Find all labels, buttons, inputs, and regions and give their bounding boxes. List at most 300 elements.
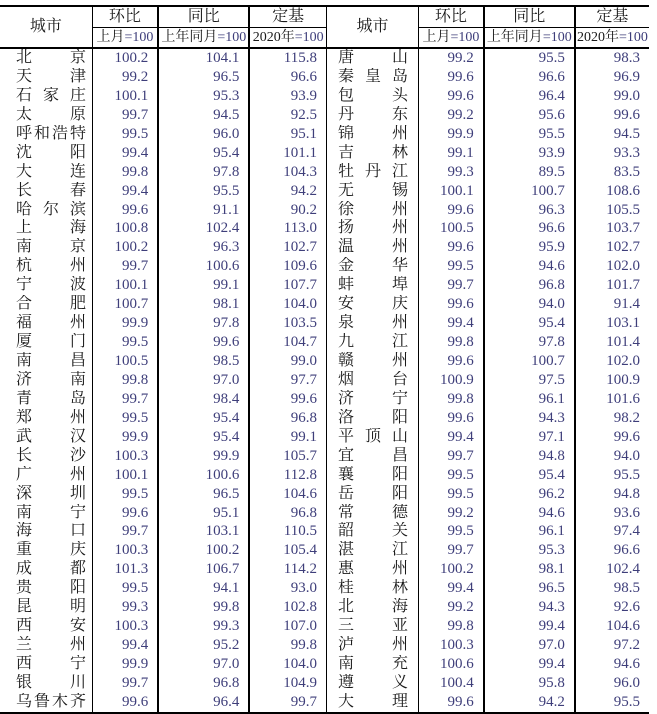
mom-value-cell: 99.7 — [92, 106, 158, 125]
mom-base-eq: =100 — [450, 30, 480, 45]
fixed-value-cell: 102.0 — [606, 353, 640, 369]
fixed-value-cell: 103.7 — [606, 220, 640, 237]
yoy-value-cell: 96.0 — [158, 125, 249, 144]
yoy-column-header: 同比 — [158, 6, 249, 28]
yoy-value-cell: 94.0 — [484, 295, 575, 314]
mom-value-cell: 100.1 — [92, 466, 158, 485]
fixed-value-cell: 93.9 — [249, 87, 326, 106]
city-name: 蚌埠 — [337, 276, 408, 294]
mom-value-cell: 99.2 — [92, 68, 158, 87]
fixed-base-header — [249, 28, 326, 49]
fixed-value-cell: 96.0 — [613, 674, 640, 691]
mom-value-cell: 100.3 — [92, 541, 158, 560]
city-cell — [0, 201, 92, 220]
city-name: 银川 — [16, 673, 86, 691]
fixed-value-cell: 102.7 — [249, 238, 326, 257]
fixed-value-cell: 99.0 — [613, 87, 640, 104]
city-cell — [326, 485, 418, 504]
city-cell — [326, 257, 418, 276]
mom-value-cell: 99.7 — [92, 390, 158, 409]
mom-value-cell: 99.3 — [92, 598, 158, 617]
mom-value-cell: 99.6 — [419, 68, 484, 87]
mom-base-header — [419, 28, 484, 49]
table-row — [0, 409, 649, 428]
yoy-value-cell: 100.6 — [158, 466, 249, 485]
city-cell — [326, 541, 418, 560]
table-row — [0, 257, 649, 276]
mom-value-cell: 100.2 — [419, 560, 484, 579]
city-cell — [326, 163, 418, 182]
mom-value-cell: 99.4 — [92, 144, 158, 163]
yoy-column-header: 同比 — [484, 6, 575, 28]
yoy-value-cell: 94.5 — [158, 106, 249, 125]
mom-base-label: 上月 — [96, 30, 125, 45]
city-name: 包头 — [337, 86, 408, 104]
mom-value-cell: 99.5 — [419, 485, 484, 504]
city-cell — [0, 257, 92, 276]
city-name: 南昌 — [16, 352, 86, 369]
fixed-value-cell: 99.0 — [249, 352, 326, 371]
city-name: 石家庄 — [16, 86, 86, 104]
city-name: 济南 — [16, 370, 86, 388]
yoy-value-cell: 103.1 — [158, 522, 249, 541]
city-cell — [0, 182, 92, 201]
mom-value-cell: 99.9 — [92, 655, 158, 674]
city-cell — [326, 409, 418, 428]
mom-value-cell: 100.3 — [419, 636, 484, 655]
city-cell — [326, 693, 418, 713]
yoy-value-cell: 98.1 — [158, 295, 249, 314]
yoy-value-cell: 96.6 — [484, 219, 575, 238]
yoy-value-cell: 93.9 — [484, 144, 575, 163]
fixed-value-cell: 94.2 — [249, 182, 326, 201]
city-cell — [0, 447, 92, 466]
city-name: 常德 — [337, 503, 408, 521]
mom-value-cell: 99.2 — [419, 106, 484, 125]
city-name: 广州 — [16, 465, 86, 483]
city-column-header: 城市 — [326, 6, 418, 48]
mom-value-cell: 100.4 — [419, 674, 484, 693]
fixed-value-cell: 94.0 — [613, 447, 640, 464]
yoy-value-cell: 97.5 — [484, 371, 575, 390]
city-cell — [326, 106, 418, 125]
fixed-value-cell: 115.8 — [249, 48, 326, 68]
mom-value-cell: 100.5 — [419, 219, 484, 238]
yoy-value-cell: 95.9 — [484, 238, 575, 257]
fixed-value-cell: 104.0 — [249, 295, 326, 314]
header-row-2 — [0, 28, 649, 49]
mom-value-cell: 99.5 — [419, 522, 484, 541]
yoy-value-cell: 96.3 — [158, 238, 249, 257]
yoy-value-cell: 95.3 — [484, 541, 575, 560]
city-name: 烟台 — [337, 370, 408, 388]
fixed-value-cell: 109.6 — [249, 257, 326, 276]
city-cell — [326, 87, 418, 106]
city-cell — [0, 541, 92, 560]
table-row — [0, 636, 649, 655]
table-row — [0, 466, 649, 485]
mom-value-cell: 99.5 — [92, 485, 158, 504]
table-row — [0, 522, 649, 541]
city-name: 北京 — [16, 49, 86, 66]
fixed-value-cell: 107.7 — [249, 276, 326, 295]
mom-value-cell: 99.4 — [92, 636, 158, 655]
city-name: 泉州 — [337, 314, 408, 332]
yoy-value-cell: 94.1 — [158, 579, 249, 598]
city-cell — [0, 636, 92, 655]
city-cell — [326, 598, 418, 617]
mom-value-cell: 100.2 — [92, 48, 158, 68]
city-cell — [0, 655, 92, 674]
yoy-value-cell: 94.2 — [484, 693, 575, 713]
city-name: 武汉 — [16, 427, 86, 445]
city-name: 大连 — [16, 162, 86, 180]
city-name: 兰州 — [16, 636, 86, 654]
mom-value-cell: 99.2 — [419, 48, 484, 68]
city-name: 合肥 — [16, 295, 86, 313]
city-cell — [326, 276, 418, 295]
city-name: 海口 — [16, 522, 86, 540]
yoy-value-cell: 100.2 — [158, 541, 249, 560]
mom-value-cell: 99.1 — [419, 144, 484, 163]
table-row — [0, 598, 649, 617]
yoy-value-cell: 99.6 — [158, 333, 249, 352]
fixed-base-column-header: 定基 — [249, 6, 326, 28]
city-name: 深圳 — [16, 484, 86, 502]
mom-value-cell: 99.6 — [419, 201, 484, 220]
fixed-value-cell: 99.7 — [249, 693, 326, 713]
city-name: 韶关 — [337, 522, 408, 540]
city-cell — [0, 674, 92, 693]
city-name: 哈尔滨 — [16, 200, 86, 218]
table-row — [0, 655, 649, 674]
city-name: 重庆 — [16, 541, 86, 559]
yoy-value-cell: 94.8 — [484, 447, 575, 466]
mom-value-cell: 99.6 — [92, 504, 158, 523]
city-name: 无锡 — [337, 181, 408, 199]
yoy-value-cell: 99.3 — [158, 617, 249, 636]
table-row — [0, 352, 649, 371]
mom-value-cell: 99.7 — [419, 276, 484, 295]
fixed-value-cell: 99.6 — [613, 106, 640, 123]
yoy-value-cell: 95.4 — [484, 466, 575, 485]
yoy-base-eq: =100 — [217, 30, 247, 45]
city-cell — [326, 466, 418, 485]
city-name: 西安 — [16, 617, 86, 635]
city-cell — [0, 314, 92, 333]
mom-value-cell: 100.8 — [92, 219, 158, 238]
mom-value-cell: 100.3 — [92, 617, 158, 636]
city-name: 南京 — [16, 238, 86, 256]
city-cell — [326, 522, 418, 541]
city-cell — [0, 238, 92, 257]
mom-value-cell: 99.2 — [419, 598, 484, 617]
fixed-value-cell: 107.0 — [249, 617, 326, 636]
yoy-value-cell: 96.1 — [484, 390, 575, 409]
city-cell — [326, 504, 418, 523]
fixed-value-cell: 104.0 — [249, 655, 326, 674]
mom-value-cell: 99.5 — [92, 125, 158, 144]
fixed-value-cell: 95.5 — [613, 466, 640, 483]
fixed-value-cell: 95.1 — [249, 125, 326, 144]
table-row — [0, 48, 649, 68]
yoy-value-cell: 94.3 — [484, 409, 575, 428]
city-cell — [326, 390, 418, 409]
table-row — [0, 68, 649, 87]
fixed-base-column-header: 定基 — [575, 6, 649, 28]
fixed-value-cell: 98.2 — [613, 409, 640, 426]
fixed-value-cell: 104.9 — [249, 674, 326, 693]
mom-value-cell: 99.5 — [92, 579, 158, 598]
seventy-city-price-index-table — [0, 5, 649, 714]
yoy-value-cell: 96.5 — [158, 485, 249, 504]
fixed-value-cell: 92.6 — [613, 599, 640, 616]
fixed-value-cell: 99.1 — [249, 428, 326, 447]
fixed-value-cell: 99.8 — [249, 636, 326, 655]
mom-value-cell: 99.7 — [92, 522, 158, 541]
table-row — [0, 219, 649, 238]
table-row — [0, 314, 649, 333]
table-row — [0, 201, 649, 220]
city-cell — [0, 617, 92, 636]
city-cell — [0, 295, 92, 314]
yoy-value-cell: 94.3 — [484, 598, 575, 617]
city-cell — [326, 144, 418, 163]
city-cell — [0, 428, 92, 447]
fixed-value-cell: 104.6 — [606, 618, 640, 635]
city-cell — [0, 371, 92, 390]
fixed-value-cell: 92.5 — [249, 106, 326, 125]
yoy-value-cell: 99.8 — [158, 598, 249, 617]
mom-column-header: 环比 — [92, 6, 158, 28]
fixed-value-cell: 101.4 — [606, 334, 640, 351]
yoy-value-cell: 94.6 — [484, 257, 575, 276]
city-name: 温州 — [337, 238, 408, 256]
mom-value-cell: 99.7 — [92, 674, 158, 693]
city-name: 上海 — [16, 219, 86, 237]
table-row — [0, 560, 649, 579]
fixed-value-cell: 108.6 — [606, 182, 640, 199]
fixed-value-cell: 97.4 — [613, 523, 640, 540]
yoy-value-cell: 95.5 — [484, 125, 575, 144]
table-row — [0, 485, 649, 504]
mom-column-header: 环比 — [419, 6, 484, 28]
mom-value-cell: 99.6 — [92, 201, 158, 220]
yoy-value-cell: 96.5 — [158, 68, 249, 87]
table-row — [0, 182, 649, 201]
yoy-value-cell: 96.8 — [158, 674, 249, 693]
city-cell — [0, 598, 92, 617]
fixed-value-cell: 110.5 — [249, 522, 326, 541]
header-row-1 — [0, 6, 649, 28]
city-name: 襄阳 — [337, 465, 408, 483]
city-cell — [0, 87, 92, 106]
city-cell — [326, 636, 418, 655]
city-cell — [0, 106, 92, 125]
mom-value-cell: 101.3 — [92, 560, 158, 579]
fixed-value-cell: 102.8 — [249, 598, 326, 617]
yoy-value-cell: 104.1 — [158, 48, 249, 68]
city-cell — [0, 466, 92, 485]
yoy-base-eq: =100 — [542, 30, 572, 45]
city-name: 锦州 — [337, 124, 408, 142]
city-cell — [326, 182, 418, 201]
mom-value-cell: 100.5 — [92, 352, 158, 371]
fixed-value-cell: 98.5 — [613, 580, 640, 597]
city-name: 宜昌 — [337, 446, 408, 464]
fixed-value-cell: 95.5 — [613, 693, 640, 710]
yoy-value-cell: 95.1 — [158, 504, 249, 523]
fixed-value-cell: 93.3 — [613, 144, 640, 161]
mom-value-cell: 100.1 — [419, 182, 484, 201]
table-row — [0, 579, 649, 598]
city-cell — [326, 655, 418, 674]
fixed-value-cell: 105.5 — [606, 201, 640, 218]
fixed-base-eq: =100 — [618, 30, 648, 45]
city-name: 遵义 — [337, 673, 408, 691]
yoy-value-cell: 95.2 — [158, 636, 249, 655]
yoy-value-cell: 96.3 — [484, 201, 575, 220]
mom-value-cell: 100.2 — [92, 238, 158, 257]
fixed-value-cell: 91.4 — [613, 296, 640, 313]
city-name: 沈阳 — [16, 143, 86, 161]
table-header — [0, 6, 649, 48]
city-name: 乌鲁木齐 — [16, 692, 86, 710]
table-row — [0, 428, 649, 447]
fixed-value-cell: 94.6 — [613, 656, 640, 672]
mom-value-cell: 100.1 — [92, 276, 158, 295]
mom-value-cell: 99.6 — [92, 693, 158, 713]
city-cell — [0, 219, 92, 238]
fixed-value-cell: 102.4 — [606, 561, 640, 578]
city-cell — [0, 579, 92, 598]
city-cell — [0, 48, 92, 68]
fixed-value-cell: 114.2 — [249, 560, 326, 579]
city-name: 平顶山 — [337, 427, 408, 445]
fixed-value-cell: 90.2 — [249, 201, 326, 220]
city-cell — [0, 409, 92, 428]
yoy-base-header — [484, 28, 575, 49]
table-row — [0, 87, 649, 106]
city-cell — [326, 560, 418, 579]
city-name: 湛江 — [337, 541, 408, 559]
fixed-value-cell: 99.6 — [249, 390, 326, 409]
yoy-value-cell: 100.7 — [484, 352, 575, 371]
city-cell — [0, 485, 92, 504]
yoy-value-cell: 95.4 — [158, 409, 249, 428]
fixed-value-cell: 94.8 — [613, 485, 640, 502]
city-cell — [326, 295, 418, 314]
yoy-value-cell: 89.5 — [484, 163, 575, 182]
fixed-value-cell: 97.2 — [613, 637, 640, 654]
city-cell — [0, 68, 92, 87]
yoy-value-cell: 96.8 — [484, 276, 575, 295]
city-name: 昆明 — [16, 598, 86, 616]
table-row — [0, 693, 649, 713]
yoy-value-cell: 95.4 — [484, 314, 575, 333]
mom-base-label: 上月 — [422, 30, 451, 45]
fixed-base-label: 2020年 — [576, 30, 619, 45]
yoy-value-cell: 95.6 — [484, 106, 575, 125]
table-row — [0, 238, 649, 257]
city-cell — [326, 125, 418, 144]
fixed-value-cell: 83.5 — [613, 163, 640, 180]
city-cell — [326, 314, 418, 333]
fixed-value-cell: 104.3 — [249, 163, 326, 182]
city-cell — [0, 163, 92, 182]
yoy-value-cell: 96.4 — [484, 87, 575, 106]
yoy-value-cell: 99.4 — [484, 655, 575, 674]
yoy-value-cell: 96.4 — [158, 693, 249, 713]
mom-base-header — [92, 28, 158, 49]
yoy-value-cell: 97.0 — [158, 371, 249, 390]
city-name: 赣州 — [337, 352, 408, 369]
mom-value-cell: 100.3 — [92, 447, 158, 466]
yoy-value-cell: 97.1 — [484, 428, 575, 447]
fixed-value-cell: 97.7 — [249, 371, 326, 390]
city-cell — [326, 352, 418, 371]
mom-value-cell: 99.6 — [419, 352, 484, 371]
table-row — [0, 333, 649, 352]
yoy-value-cell: 99.1 — [158, 276, 249, 295]
city-name: 大理 — [337, 692, 408, 710]
yoy-value-cell: 98.5 — [158, 352, 249, 371]
city-name: 吉林 — [337, 143, 408, 161]
city-name: 宁波 — [16, 276, 86, 294]
fixed-value-cell: 105.4 — [249, 541, 326, 560]
fixed-value-cell: 98.3 — [613, 50, 640, 66]
mom-value-cell: 99.8 — [92, 163, 158, 182]
table-row — [0, 144, 649, 163]
fixed-value-cell: 96.8 — [249, 409, 326, 428]
mom-value-cell: 99.3 — [419, 163, 484, 182]
city-name: 唐山 — [337, 49, 408, 66]
mom-value-cell: 99.5 — [92, 333, 158, 352]
mom-value-cell: 99.5 — [92, 409, 158, 428]
table-row — [0, 276, 649, 295]
city-cell — [326, 371, 418, 390]
city-cell — [326, 333, 418, 352]
mom-value-cell: 99.6 — [419, 295, 484, 314]
yoy-value-cell: 96.6 — [484, 68, 575, 87]
mom-value-cell: 99.6 — [419, 87, 484, 106]
city-name: 南宁 — [16, 503, 86, 521]
city-name: 三亚 — [337, 617, 408, 635]
yoy-base-label: 上年同月 — [161, 30, 218, 45]
city-name: 济宁 — [337, 389, 408, 407]
yoy-value-cell: 99.9 — [158, 447, 249, 466]
city-name: 西宁 — [16, 655, 86, 672]
mom-value-cell: 99.8 — [419, 333, 484, 352]
yoy-value-cell: 95.5 — [484, 48, 575, 68]
city-cell — [326, 447, 418, 466]
yoy-value-cell: 95.3 — [158, 87, 249, 106]
mom-value-cell: 99.2 — [419, 504, 484, 523]
table-row — [0, 674, 649, 693]
city-cell — [326, 68, 418, 87]
yoy-base-header — [158, 28, 249, 49]
table-row — [0, 447, 649, 466]
mom-base-eq: =100 — [124, 30, 154, 45]
yoy-value-cell: 95.5 — [158, 182, 249, 201]
city-cell — [326, 674, 418, 693]
city-name: 青岛 — [16, 389, 86, 407]
city-cell — [326, 201, 418, 220]
fixed-value-cell: 102.7 — [606, 239, 640, 256]
city-name: 扬州 — [337, 219, 408, 237]
city-name: 福州 — [16, 314, 86, 332]
fixed-value-cell: 112.8 — [249, 466, 326, 485]
